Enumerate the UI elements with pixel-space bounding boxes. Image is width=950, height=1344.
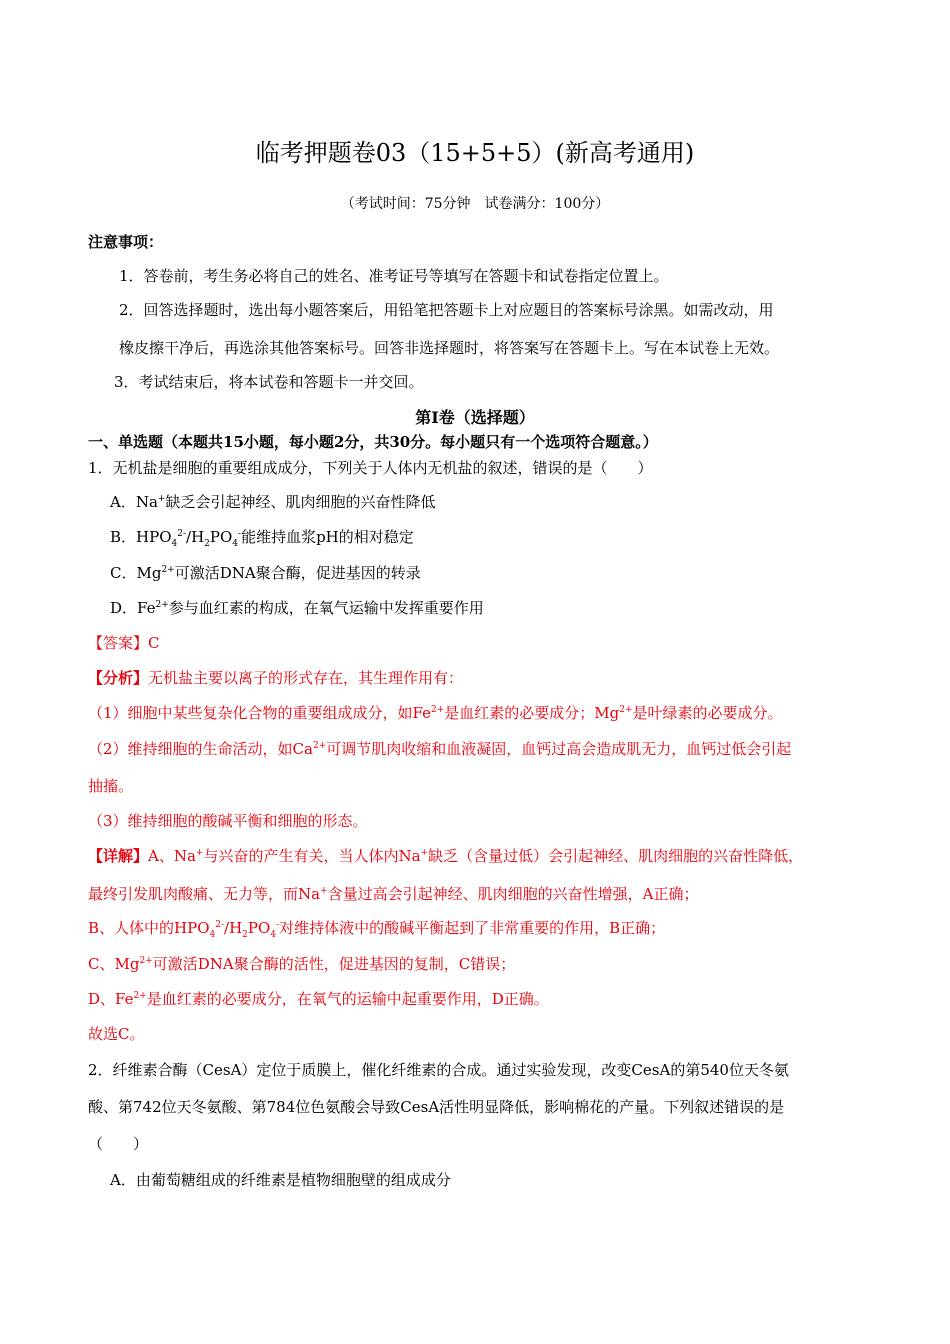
question-2-option-a: A．由葡萄糖组成的纤维素是植物细胞壁的组成成分 [110,1171,451,1189]
notice-item-2-line-2: 橡皮擦干净后，再选涂其他答案标号。回答非选择题时，将答案写在答题卡上。写在本试卷上无效。 [119,339,780,357]
question-2-stem-line-3: （ ） [88,1135,149,1153]
exam-info: （考试时间：75分钟 试卷满分：100分） [340,196,610,212]
detail-a: 【详解】A、Na+与兴奋的产生有关，当人体内Na+缺乏（含量过低）会引起神经、肌肉细胞的兴奋性降低， [88,847,804,865]
detail-b: B、人体中的$HPO_4^{2-}/H_2PO_4^-$对维持体液中的酸碱平衡起到了非常重要的作用，B正确； [88,919,666,940]
answer: 【答案】C [88,634,160,652]
analysis-point-3: （3）维持细胞的酸碱平衡和细胞的形态。 [88,812,368,830]
question-1-option-c: C．$Mg^{2+}$可激活DNA聚合酶，促进基因的转录 [110,564,421,582]
detail-d: D、$Fe^{2+}$是血红素的必要成分，在氧气的运输中起重要作用，D正确。 [88,990,549,1008]
question-1-option-a: A．Na+缺乏会引起神经、肌肉细胞的兴奋性降低 [110,493,436,511]
question-1-option-b: B．$HPO_4^{2-}/H_2PO_4^-$能维持血浆pH的相对稳定 [110,528,414,549]
analysis-point-1: （1）细胞中某些复杂化合物的重要组成成分，如$Fe^{2+}$是血红素的必要成分；$Mg^{2+}$是叶绿素的必要成分。 [88,704,783,722]
detail-c: C、$Mg^{2+}$可激活DNA聚合酶的活性，促进基因的复制，C错误； [88,955,516,973]
notice-item-2-line-1: 2．回答选择题时，选出每小题答案后，用铅笔把答题卡上对应题目的答案标号涂黑。如需改动，用 [119,301,774,319]
analysis-point-2: （2）维持细胞的生命活动，如$Ca^{2+}$可调节肌肉收缩和血液凝固，血钙过高会造成肌无力，血钙过低会引起 [88,740,792,758]
question-1-stem: 1．无机盐是细胞的重要组成成分，下列关于人体内无机盐的叙述，错误的是（ ） [88,459,653,477]
page-title: 临考押题卷03（15+5+5）(新高考通用) [255,139,695,167]
analysis-intro: 【分析】无机盐主要以离子的形式存在，其生理作用有： [88,669,464,687]
detail-a-line-2: 最终引发肌肉酸痛、无力等，而Na+含量过高会引起神经、肌肉细胞的兴奋性增强，A正确； [88,885,699,903]
notice-heading: 注意事项： [88,233,164,251]
volume-title: 第Ⅰ卷（选择题） [415,408,535,427]
notice-item-3: 3．考试结束后，将本试卷和答题卡一并交回。 [114,373,424,391]
question-2-stem-line-2: 酸、第742位天冬氨酸、第784位色氨酸会导致CesA活性明显降低，影响棉花的产量。下列叙述错误的是 [88,1098,785,1116]
question-1-option-d: D．$Fe^{2+}$参与血红素的构成，在氧气运输中发挥重要作用 [110,599,484,617]
analysis-point-2-line-2: 抽搐。 [88,777,134,795]
conclusion: 故选C。 [88,1025,145,1043]
part-title: 一、单选题（本题共15小题，每小题2分，共30分。每小题只有一个选项符合题意。） [88,433,658,451]
notice-item-1: 1．答卷前，考生务必将自己的姓名、准考证号等填写在答题卡和试卷指定位置上。 [119,267,669,285]
question-2-stem-line-1: 2．纤维素合酶（CesA）定位于质膜上，催化纤维素的合成。通过实验发现，改变CesA的第540位天冬氨 [88,1061,789,1079]
